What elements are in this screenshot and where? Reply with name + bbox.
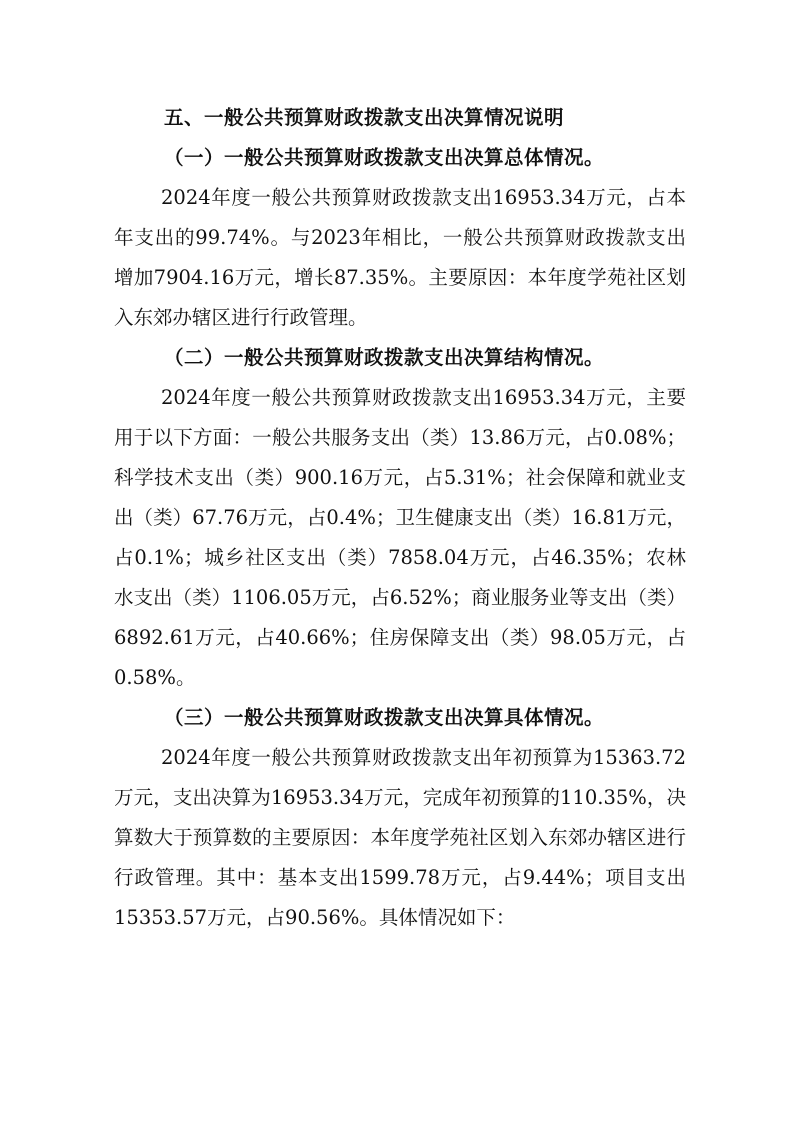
subsection-title-detail: （三）一般公共预算财政拨款支出决算具体情况。 bbox=[164, 706, 605, 729]
paragraph-structure: 2024年度一般公共预算财政拨款支出16953.34万元，主要用于以下方面：一般公共服务支出（类）13.86万元，占0.08%；科学技术支出（类）900.16万元，占5.31%；社会保障和就业支出（类）67.76万元，占0.4%；卫生健康支出（类）16.81万元，占0.1%；城乡社区支出（类）7858.04万元，占46.35%；农林水支出（类）1106.05万元，占6.52%；商业服务业等支出（类）6892.61万元，占40.66%；住房保障支出（类）98.05万元，占0.58%。 bbox=[114, 386, 686, 689]
subsection-title-structure: （二）一般公共预算财政拨款支出决算结构情况。 bbox=[164, 346, 605, 369]
paragraph-overall: 2024年度一般公共预算财政拨款支出16953.34万元，占本年支出的99.74%。与2023年相比，一般公共预算财政拨款支出增加7904.16万元，增长87.35%。主要原因：本年度学苑社区划入东郊办辖区进行行政管理。 bbox=[114, 186, 686, 329]
document-body bbox=[114, 98, 686, 938]
subsection-title-overall: （一）一般公共预算财政拨款支出决算总体情况。 bbox=[164, 146, 605, 169]
section-heading: 五、一般公共预算财政拨款支出决算情况说明 bbox=[164, 106, 565, 129]
paragraph-detail: 2024年度一般公共预算财政拨款支出年初预算为15363.72万元，支出决算为16953.34万元，完成年初预算的110.35%，决算数大于预算数的主要原因：本年度学苑社区划入东郊办辖区进行行政管理。其中：基本支出1599.78万元，占9.44%；项目支出15353.57万元，占90.56%。具体情况如下： bbox=[114, 746, 686, 929]
